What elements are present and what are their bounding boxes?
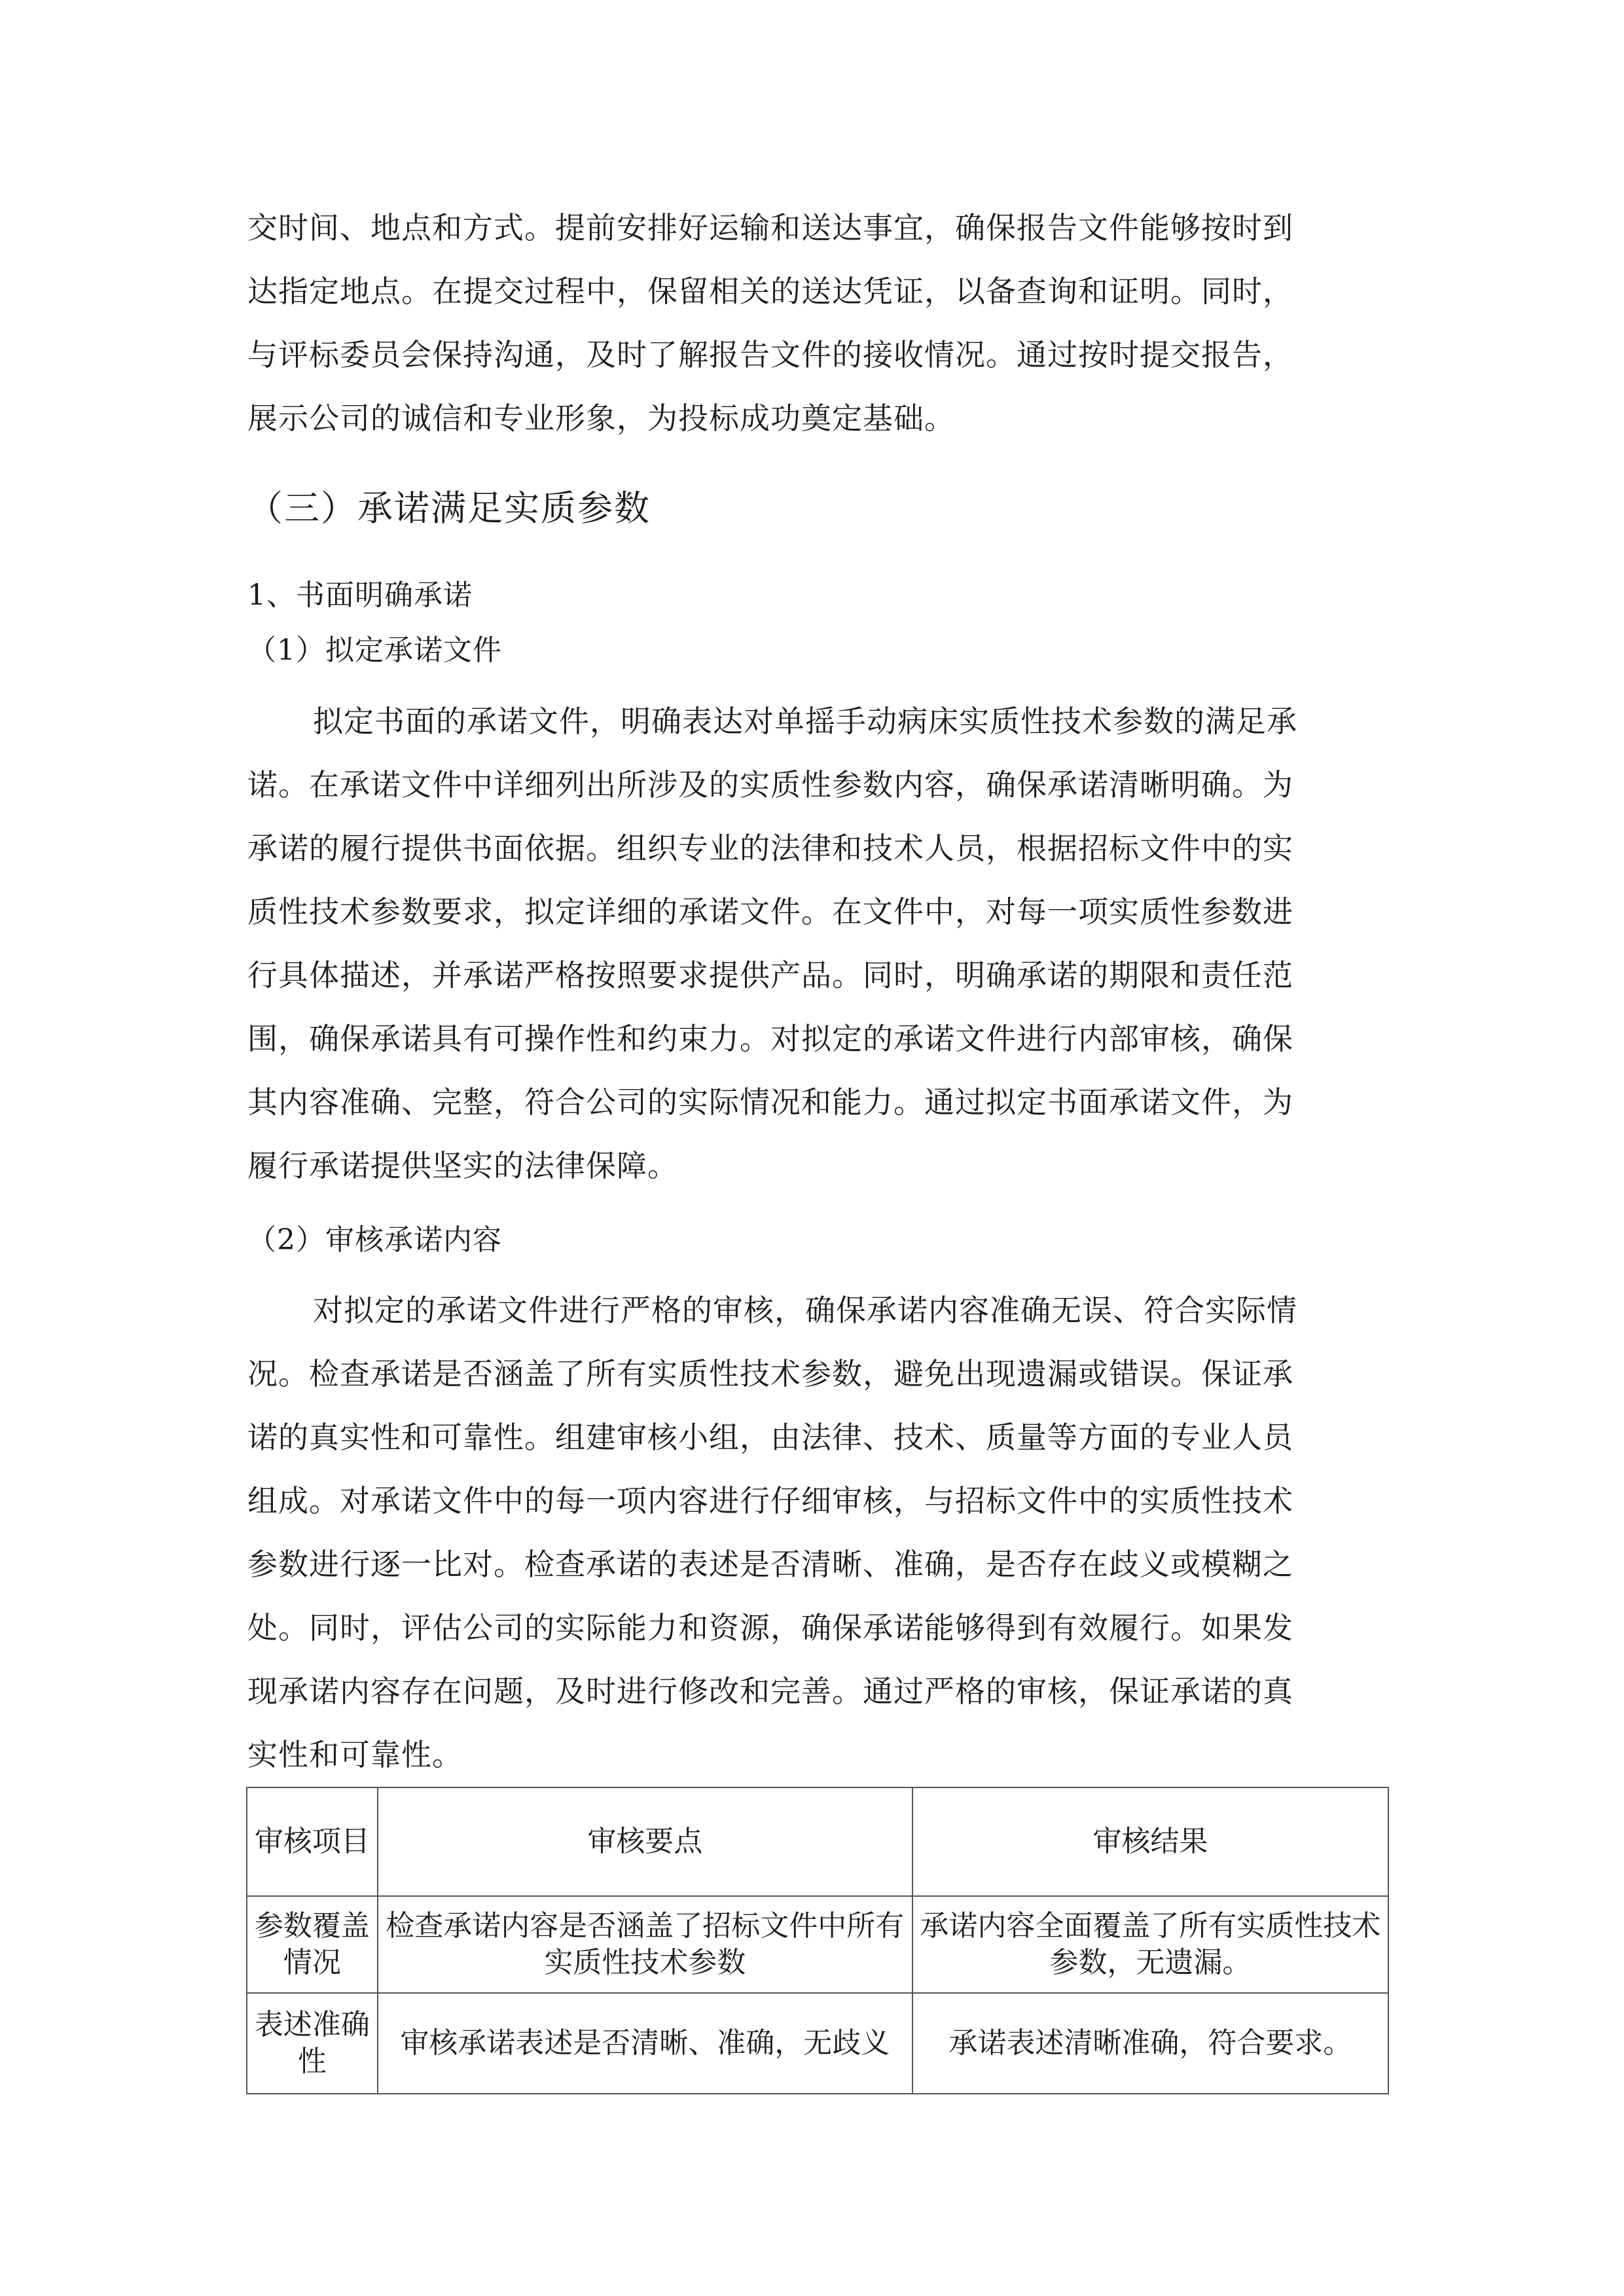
review-table <box>246 1787 1389 2094</box>
paragraph-line: 达指定地点。在提交过程中，保留相关的送达凭证，以备查询和证明。同时， <box>247 274 1293 309</box>
paragraph-line: 参数进行逐一比对。检查承诺的表述是否清晰、准确，是否存在歧义或模糊之 <box>247 1547 1293 1582</box>
table-cell: 表述准确性 <box>247 1993 378 2094</box>
table-header-cell: 审核要点 <box>378 1787 912 1896</box>
paragraph-line: 履行承诺提供坚实的法律保障。 <box>247 1148 678 1183</box>
section-heading: （三）承诺满足实质参数 <box>247 488 651 529</box>
table-cell: 参数覆盖情况 <box>247 1896 378 1993</box>
paragraph-line: 组成。对承诺文件中的每一项内容进行仔细审核，与招标文件中的实质性技术 <box>247 1483 1293 1518</box>
paragraph-line: 况。检查承诺是否涵盖了所有实质性技术参数，避免出现遗漏或错误。保证承 <box>247 1356 1293 1391</box>
paragraph-line: 行具体描述，并承诺严格按照要求提供产品。同时，明确承诺的期限和责任范 <box>247 958 1293 993</box>
table-cell: 检查承诺内容是否涵盖了招标文件中所有实质性技术参数 <box>378 1896 912 1993</box>
table-header-cell: 审核结果 <box>912 1787 1388 1896</box>
item-title: （2）审核承诺内容 <box>247 1223 502 1257</box>
paragraph-line: 承诺的履行提供书面依据。组织专业的法律和技术人员，根据招标文件中的实 <box>247 831 1293 866</box>
table-header-row <box>247 1787 1388 1896</box>
paragraph-line: 实性和可靠性。 <box>247 1737 463 1772</box>
table-row <box>247 1896 1388 1993</box>
paragraph-line: 其内容准确、完整，符合公司的实际情况和能力。通过拟定书面承诺文件，为 <box>247 1085 1293 1120</box>
paragraph-line: 展示公司的诚信和专业形象，为投标成功奠定基础。 <box>247 401 955 436</box>
paragraph-line: 现承诺内容存在问题，及时进行修改和完善。通过严格的审核，保证承诺的真 <box>247 1674 1293 1709</box>
subheading: 1、书面明确承诺 <box>247 579 473 612</box>
paragraph-line: 诺。在承诺文件中详细列出所涉及的实质性参数内容，确保承诺清晰明确。为 <box>247 767 1293 802</box>
item-title: （1）拟定承诺文件 <box>247 634 502 667</box>
paragraph-line: 质性技术参数要求，拟定详细的承诺文件。在文件中，对每一项实质性参数进 <box>247 894 1293 929</box>
table-cell: 承诺内容全面覆盖了所有实质性技术参数，无遗漏。 <box>912 1896 1388 1993</box>
paragraph-line: 对拟定的承诺文件进行严格的审核，确保承诺内容准确无误、符合实际情 <box>313 1293 1297 1328</box>
paragraph-line: 处。同时，评估公司的实际能力和资源，确保承诺能够得到有效履行。如果发 <box>247 1610 1293 1645</box>
paragraph-line: 与评标委员会保持沟通，及时了解报告文件的接收情况。通过按时提交报告， <box>247 337 1293 372</box>
table-header-cell: 审核项目 <box>247 1787 378 1896</box>
paragraph-line: 诺的真实性和可靠性。组建审核小组，由法律、技术、质量等方面的专业人员 <box>247 1420 1293 1455</box>
table-cell: 承诺表述清晰准确，符合要求。 <box>912 1993 1388 2094</box>
paragraph-line: 拟定书面的承诺文件，明确表达对单摇手动病床实质性技术参数的满足承 <box>313 704 1297 739</box>
paragraph-line: 围，确保承诺具有可操作性和约束力。对拟定的承诺文件进行内部审核，确保 <box>247 1021 1293 1056</box>
table-row <box>247 1993 1388 2094</box>
table-cell: 审核承诺表述是否清晰、准确，无歧义 <box>378 1993 912 2094</box>
paragraph-line: 交时间、地点和方式。提前安排好运输和送达事宜，确保报告文件能够按时到 <box>247 210 1293 245</box>
